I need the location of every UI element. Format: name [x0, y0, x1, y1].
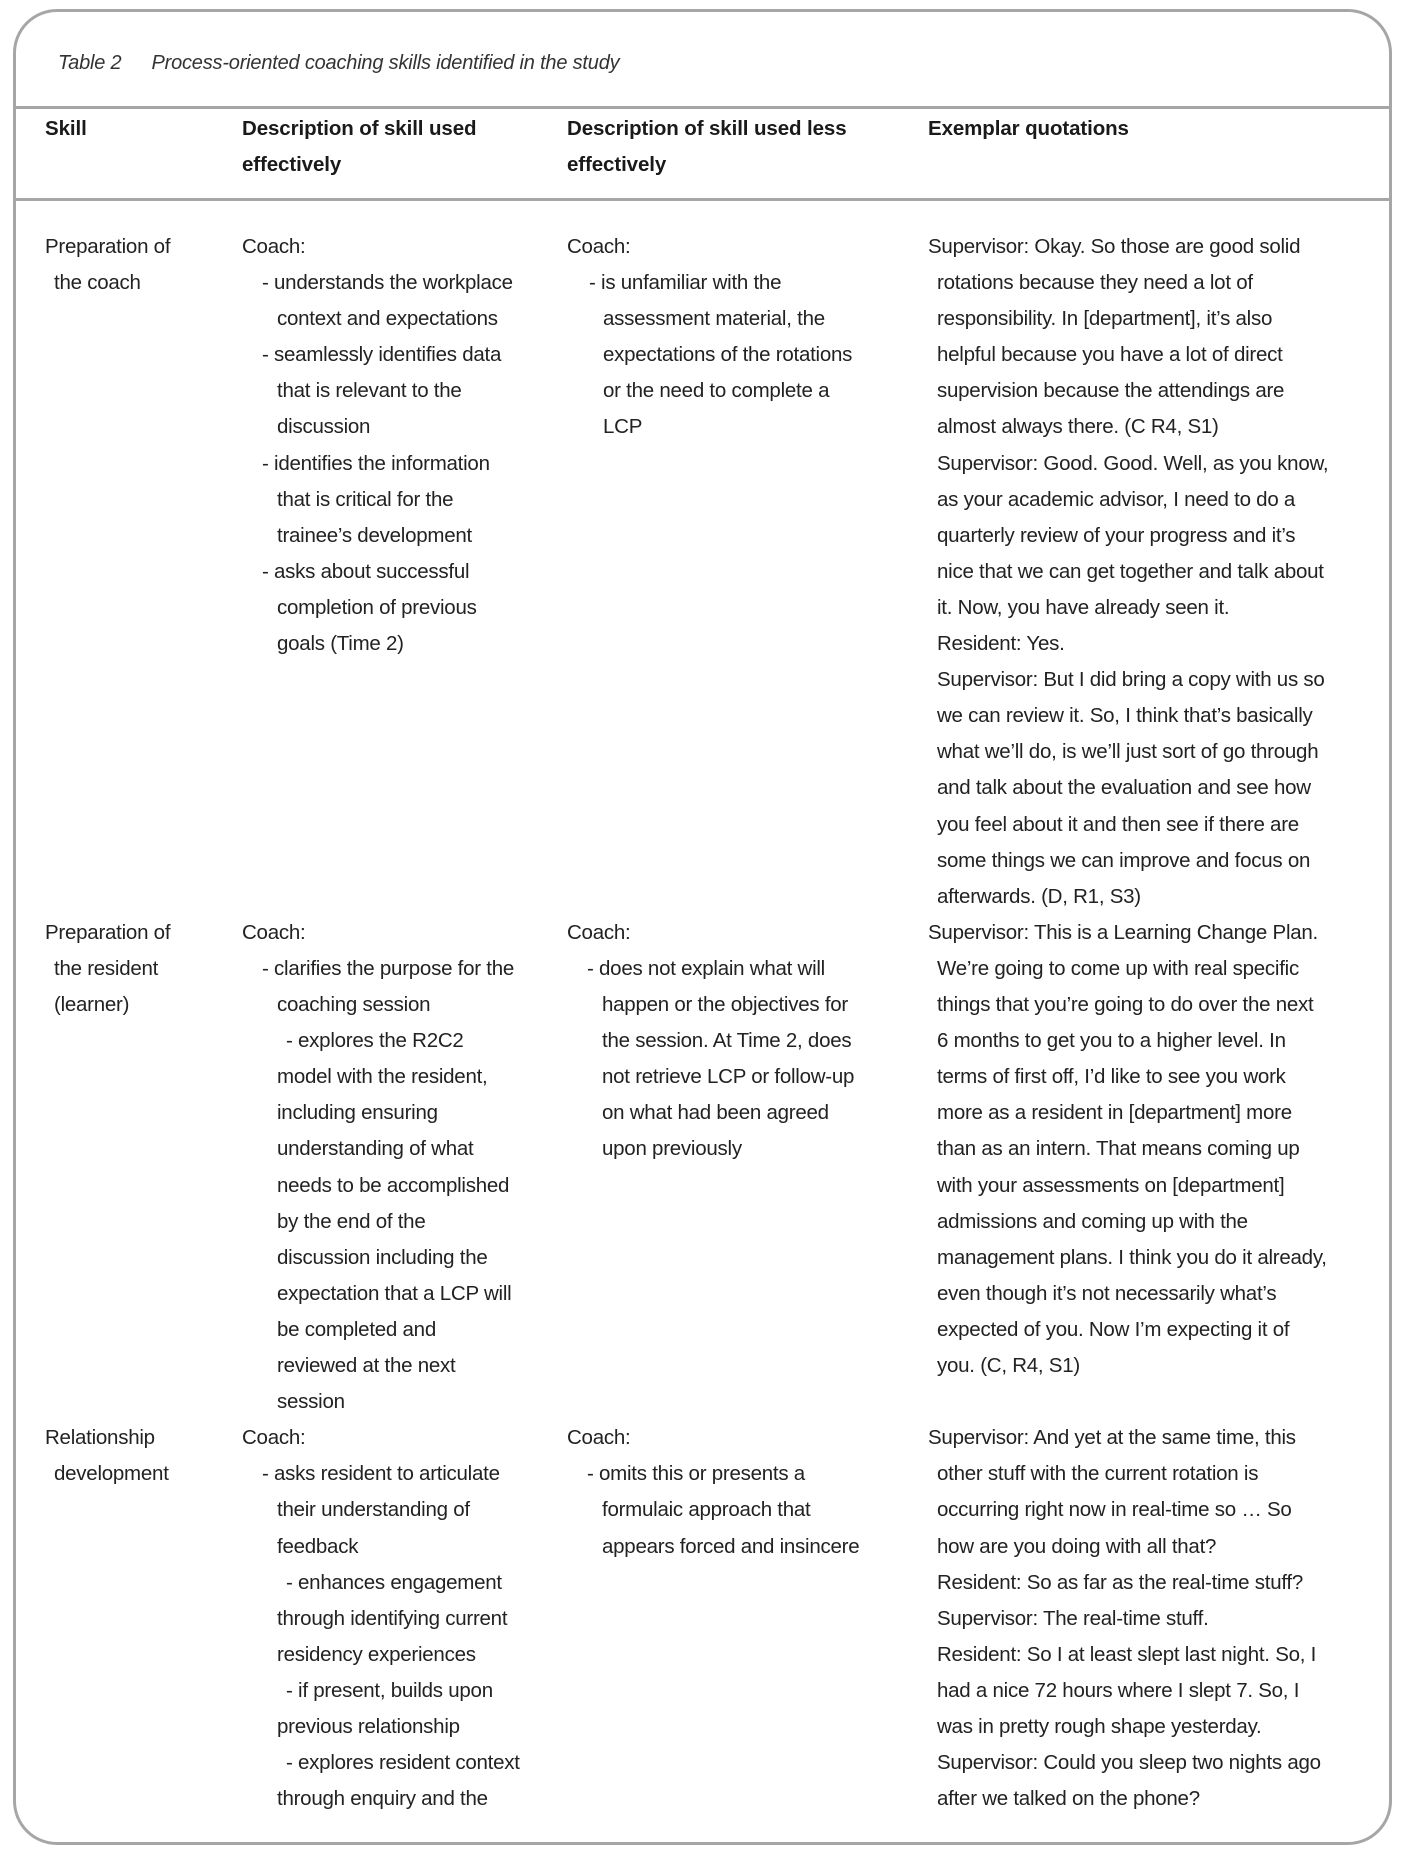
cell-line: Preparation of: [45, 920, 171, 944]
cell-line: Coach:: [242, 1426, 306, 1450]
effective-cell: [242, 229, 513, 662]
cell-line: model with the resident,: [277, 1065, 488, 1089]
header-less-effective: [567, 111, 847, 183]
cell-line: management plans. I think you do it already,: [937, 1245, 1327, 1269]
table-row: [16, 229, 1389, 915]
header-skill: [45, 111, 87, 147]
cell-line: through enquiry and the: [277, 1787, 488, 1811]
cell-line: you feel about it and then see if there are: [937, 812, 1299, 836]
cell-line: discussion including the: [277, 1245, 488, 1269]
effective-cell: [242, 915, 514, 1420]
cell-line: with your assessments on [department]: [937, 1173, 1285, 1197]
table-caption: [58, 52, 619, 75]
skill-cell: [45, 229, 170, 301]
cell-line: Relationship: [45, 1426, 155, 1450]
cell-line: - explores the R2C2: [286, 1029, 464, 1053]
cell-line: you. (C, R4, S1): [937, 1354, 1080, 1378]
cell-line: as your academic advisor, I need to do a: [937, 487, 1296, 511]
cell-line: Supervisor: Could you sleep two nights ago: [937, 1751, 1321, 1775]
cell-line: Coach:: [567, 235, 631, 258]
cell-line: Preparation of: [45, 235, 171, 258]
skill-cell: [45, 1420, 169, 1492]
cell-line: formulaic approach that: [602, 1498, 811, 1522]
cell-line: Coach:: [567, 1426, 631, 1450]
cell-line: was in pretty rough shape yesterday.: [937, 1715, 1262, 1739]
cell-line: feedback: [277, 1534, 359, 1558]
table-frame: [13, 9, 1392, 1845]
cell-line: Supervisor: And yet at the same time, this: [928, 1426, 1296, 1450]
cell-line: - seamlessly identifies data: [262, 343, 502, 367]
cell-line: more as a resident in [department] more: [937, 1101, 1292, 1125]
cell-line: the coach: [54, 271, 141, 295]
cell-line: Resident: So as far as the real-time stuff?: [937, 1570, 1304, 1594]
cell-line: session: [277, 1390, 345, 1414]
cell-line: than as an intern. That means coming up: [937, 1137, 1300, 1161]
cell-line: not retrieve LCP or follow-up: [602, 1065, 855, 1089]
cell-line: (learner): [54, 993, 130, 1017]
cell-line: - understands the workplace: [262, 271, 513, 295]
less-effective-cell: [567, 229, 852, 446]
header-effective: [242, 111, 476, 183]
header-line: effectively: [242, 153, 342, 176]
cell-line: - asks resident to articulate: [262, 1462, 500, 1486]
cell-line: Supervisor: Okay. So those are good solid: [928, 235, 1301, 258]
effective-cell: [242, 1420, 520, 1817]
cell-line: coaching session: [277, 993, 431, 1017]
cell-line: the session. At Time 2, does: [602, 1029, 852, 1053]
quotation-cell: [928, 1420, 1321, 1817]
header-quotations: [928, 111, 1129, 147]
cell-line: by the end of the: [277, 1209, 426, 1233]
cell-line: some things we can improve and focus on: [937, 848, 1311, 872]
header-line: effectively: [567, 153, 667, 176]
cell-line: the resident: [54, 956, 159, 980]
cell-line: development: [54, 1462, 169, 1486]
cell-line: on what had been agreed: [602, 1101, 829, 1125]
cell-line: their understanding of: [277, 1498, 470, 1522]
table-row: [16, 1420, 1389, 1817]
cell-line: things that you’re going to do over the next: [937, 993, 1314, 1017]
cell-line: quarterly review of your progress and it’s: [937, 523, 1296, 547]
cell-line: - identifies the information: [262, 451, 490, 475]
table-row: [16, 915, 1389, 1420]
cell-line: - explores resident context: [286, 1751, 520, 1775]
cell-line: occurring right now in real-time so … So: [937, 1498, 1292, 1522]
cell-line: Coach:: [242, 235, 306, 258]
cell-line: responsibility. In [department], it’s also: [937, 307, 1273, 331]
cell-line: Supervisor: The real-time stuff.: [937, 1606, 1209, 1630]
cell-line: - asks about successful: [262, 559, 470, 583]
table-body: [16, 229, 1389, 1817]
cell-line: needs to be accomplished: [277, 1173, 510, 1197]
cell-line: we can review it. So, I think that’s basically: [937, 704, 1313, 728]
cell-line: - omits this or presents a: [587, 1462, 805, 1486]
cell-line: had a nice 72 hours where I slept 7. So, I: [937, 1678, 1300, 1702]
cell-line: - if present, builds upon: [286, 1678, 493, 1702]
cell-line: helpful because you have a lot of direct: [937, 343, 1283, 367]
cell-line: assessment material, the: [603, 307, 825, 331]
cell-line: previous relationship: [277, 1715, 460, 1739]
cell-line: through identifying current: [277, 1606, 508, 1630]
header-line: Description of skill used less: [567, 117, 847, 140]
cell-line: and talk about the evaluation and see how: [937, 776, 1311, 800]
quotation-cell: [928, 915, 1327, 1384]
cell-line: upon previously: [602, 1137, 742, 1161]
cell-line: appears forced and insincere: [602, 1534, 860, 1558]
cell-line: including ensuring: [277, 1101, 438, 1125]
cell-line: expectations of the rotations: [603, 343, 853, 367]
cell-line: admissions and coming up with the: [937, 1209, 1248, 1233]
cell-line: reviewed at the next: [277, 1354, 456, 1378]
cell-line: expectation that a LCP will: [277, 1281, 512, 1305]
cell-line: that is critical for the: [277, 487, 454, 511]
cell-line: that is relevant to the: [277, 379, 462, 403]
cell-line: Coach:: [242, 920, 306, 944]
cell-line: afterwards. (D, R1, S3): [937, 884, 1141, 908]
cell-line: - is unfamiliar with the: [589, 271, 782, 295]
quotation-cell: [928, 229, 1328, 915]
cell-line: Resident: So I at least slept last night. So, I: [937, 1642, 1317, 1666]
cell-line: discussion: [277, 415, 371, 439]
cell-line: completion of previous: [277, 595, 477, 619]
cell-line: after we talked on the phone?: [937, 1787, 1200, 1811]
cell-line: residency experiences: [277, 1642, 476, 1666]
cell-line: nice that we can get together and talk about: [937, 559, 1324, 583]
cell-line: Coach:: [567, 920, 631, 944]
header-line: Description of skill used: [242, 117, 477, 140]
cell-line: We’re going to come up with real specific: [937, 956, 1299, 980]
cell-line: Resident: Yes.: [937, 632, 1065, 656]
cell-line: trainee’s development: [277, 523, 472, 547]
cell-line: Supervisor: But I did bring a copy with us so: [937, 668, 1325, 692]
cell-line: supervision because the attendings are: [937, 379, 1285, 403]
cell-line: it. Now, you have already seen it.: [937, 595, 1230, 619]
cell-line: terms of first off, I’d like to see you work: [937, 1065, 1286, 1089]
cell-line: - clarifies the purpose for the: [262, 956, 515, 980]
cell-line: - does not explain what will: [587, 956, 825, 980]
less-effective-cell: [567, 1420, 859, 1564]
cell-line: LCP: [603, 415, 643, 439]
cell-line: - enhances engagement: [286, 1570, 502, 1594]
less-effective-cell: [567, 915, 854, 1168]
cell-line: happen or the objectives for: [602, 993, 848, 1017]
cell-line: even though it’s not necessarily what’s: [937, 1281, 1277, 1305]
cell-line: almost always there. (C R4, S1): [937, 415, 1219, 439]
cell-line: expected of you. Now I’m expecting it of: [937, 1317, 1290, 1341]
cell-line: Supervisor: Good. Good. Well, as you know,: [937, 451, 1329, 475]
cell-line: be completed and: [277, 1317, 436, 1341]
skill-cell: [45, 915, 170, 1023]
table-number: Table 2: [58, 52, 122, 74]
cell-line: Supervisor: This is a Learning Change Plan.: [928, 920, 1318, 944]
cell-line: other stuff with the current rotation is: [937, 1462, 1259, 1486]
header-bottom-rule: [16, 198, 1389, 201]
cell-line: understanding of what: [277, 1137, 474, 1161]
cell-line: goals (Time 2): [277, 632, 404, 656]
cell-line: or the need to complete a: [603, 379, 830, 403]
header-top-rule: [16, 106, 1389, 109]
cell-line: rotations because they need a lot of: [937, 271, 1253, 295]
cell-line: what we’ll do, is we’ll just sort of go through: [937, 740, 1319, 764]
table-title: Process-oriented coaching skills identified in the study: [151, 52, 620, 74]
header-line: Exemplar quotations: [928, 117, 1129, 140]
header-line: Skill: [45, 117, 87, 140]
cell-line: context and expectations: [277, 307, 498, 331]
cell-line: how are you doing with all that?: [937, 1534, 1217, 1558]
cell-line: 6 months to get you to a higher level. In: [937, 1029, 1286, 1053]
